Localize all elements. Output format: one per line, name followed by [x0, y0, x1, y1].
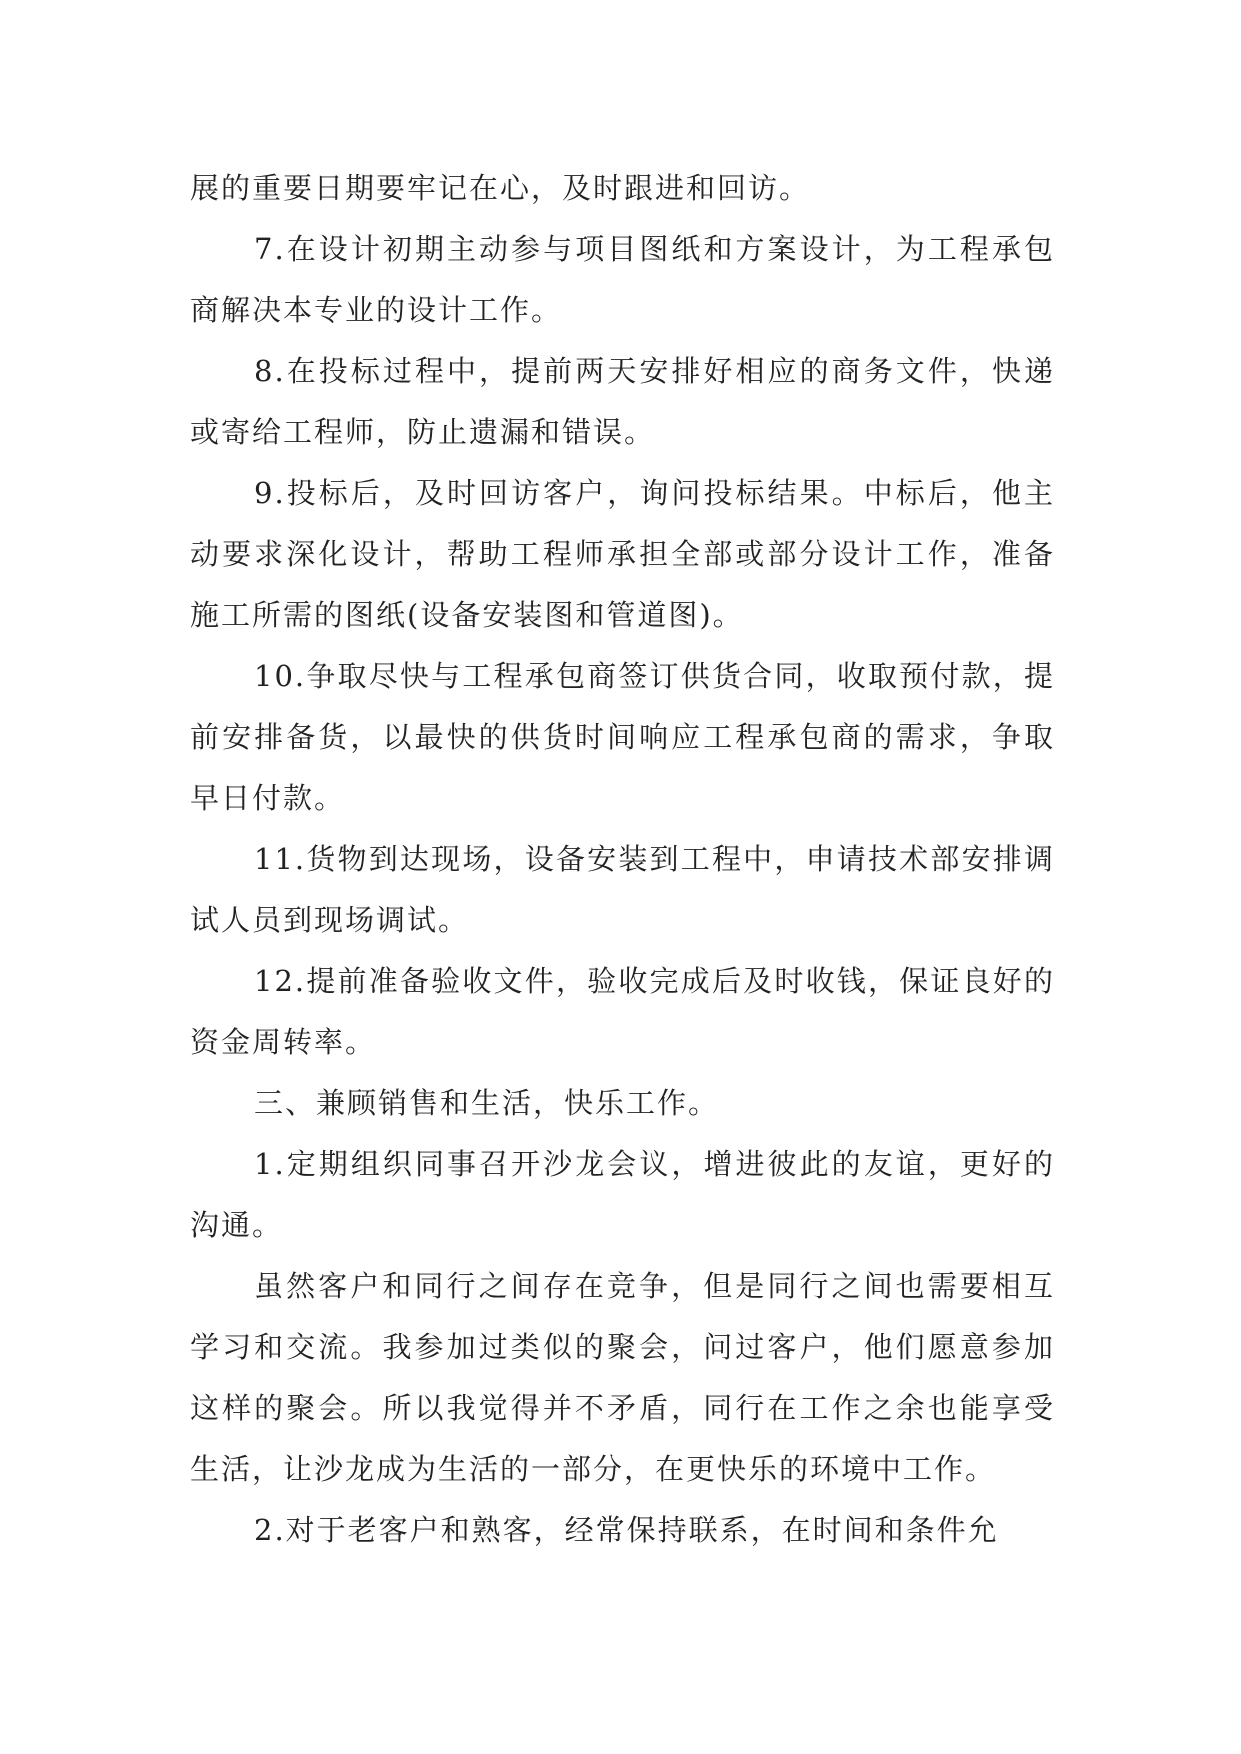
paragraph-continuation: 展的重要日期要牢记在心，及时跟进和回访。 — [190, 171, 811, 205]
paragraph-item-11: 11.货物到达现场，设备安装到工程中，申请技术部安排调试人员到现场调试。 — [190, 842, 1055, 937]
paragraph-section3-item-2: 2.对于老客户和熟客，经常保持联系，在时间和条件允 — [254, 1513, 999, 1547]
paragraph-item-7: 7.在设计初期主动参与项目图纸和方案设计，为工程承包商解决本专业的设计工作。 — [190, 232, 1055, 327]
paragraph-body: 虽然客户和同行之间存在竞争，但是同行之间也需要相互学习和交流。我参加过类似的聚会，问过客户，他们愿意参加这样的聚会。所以我觉得并不矛盾，同行在工作之余也能享受生活，让沙龙成为生活的一部分，在更快乐的环境中工作。 — [190, 1269, 1055, 1486]
paragraph-item-10: 10.争取尽快与工程承包商签订供货合同，收取预付款，提前安排备货，以最快的供货时间响应工程承包商的需求，争取早日付款。 — [190, 659, 1055, 815]
document-body — [190, 158, 1055, 1561]
paragraph-item-9: 9.投标后，及时回访客户，询问投标结果。中标后，他主动要求深化设计，帮助工程师承担全部或部分设计工作，准备施工所需的图纸(设备安装图和管道图)。 — [190, 476, 1055, 632]
paragraph-item-8: 8.在投标过程中，提前两天安排好相应的商务文件，快递或寄给工程师，防止遗漏和错误。 — [190, 354, 1055, 449]
paragraph-section3-item-1: 1.定期组织同事召开沙龙会议，增进彼此的友谊，更好的沟通。 — [190, 1147, 1055, 1242]
paragraph-item-12: 12.提前准备验收文件，验收完成后及时收钱，保证良好的资金周转率。 — [190, 964, 1055, 1059]
section-heading-3: 三、兼顾销售和生活，快乐工作。 — [254, 1086, 720, 1120]
